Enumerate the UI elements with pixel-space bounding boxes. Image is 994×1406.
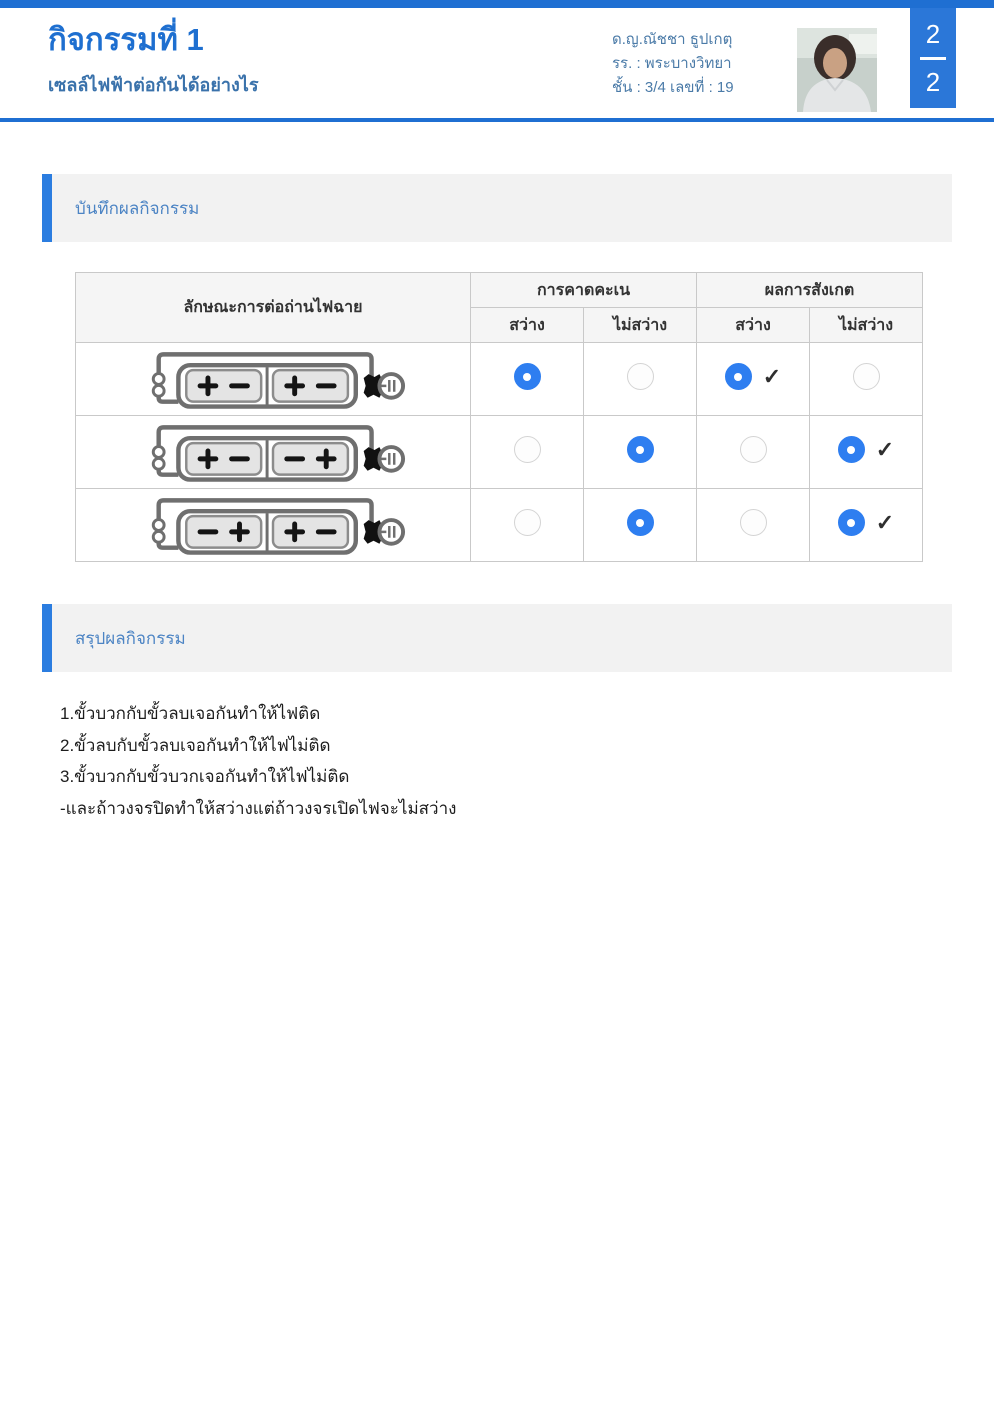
section-accent-bar <box>42 174 52 242</box>
radio-selected[interactable] <box>627 436 654 463</box>
page-number-total: 2 <box>925 66 941 97</box>
table-row <box>76 489 923 562</box>
battery-cell <box>186 370 261 402</box>
table-header-row-groups <box>76 273 923 308</box>
summary-line: 3.ขั้วบวกกับขั้วบวกเจอกันทำให้ไฟไม่ติด <box>60 767 350 786</box>
summary-lines <box>60 698 994 824</box>
check-icon: ✓ <box>762 363 782 389</box>
table-row <box>76 416 923 489</box>
battery-cell <box>273 516 348 548</box>
answer-cell <box>810 489 923 562</box>
column-header-diagram: ลักษณะการต่อถ่านไฟฉาย <box>76 273 471 343</box>
answer-cell <box>697 343 810 416</box>
page-subtitle: เซลล์ไฟฟ้าต่อกันได้อย่างไร <box>48 75 259 96</box>
student-photo-image <box>797 28 877 112</box>
answer-cell <box>697 416 810 489</box>
section-title-record: บันทึกผลกิจกรรม <box>75 198 200 218</box>
battery-cell <box>273 370 348 402</box>
section-record-header <box>42 174 952 242</box>
answer-cell <box>471 416 584 489</box>
column-header-prediction: การคาดคะเน <box>471 273 697 308</box>
column-header-prediction-not-bright: ไม่สว่าง <box>584 308 697 343</box>
wire-connector <box>153 385 164 396</box>
results-table <box>75 272 923 562</box>
column-header-observation-not-bright: ไม่สว่าง <box>810 308 923 343</box>
page-indicator-divider <box>920 57 946 60</box>
summary-line: -และถ้าวงจรปิดทำให้สว่างแต่ถ้าวงจรเปิดไฟจะไม่สว่าง <box>60 798 457 818</box>
page-title: กิจกรรมที่ 1 <box>48 22 204 57</box>
wire-connector <box>153 447 164 458</box>
answer-cell <box>584 416 697 489</box>
wire-connector <box>153 520 164 531</box>
column-header-observation: ผลการสังเกต <box>697 273 923 308</box>
summary-line: 2.ขั้วลบกับขั้วลบเจอกันทำให้ไฟไม่ติด <box>60 735 331 755</box>
radio-unselected[interactable] <box>514 509 541 536</box>
circuit-diagram <box>137 494 409 556</box>
header-title-block <box>48 20 259 99</box>
table-row <box>76 343 923 416</box>
radio-unselected[interactable] <box>853 363 880 390</box>
circuit-diagram <box>137 421 409 483</box>
student-photo <box>797 28 877 112</box>
section-accent-bar <box>42 604 52 672</box>
radio-unselected[interactable] <box>627 363 654 390</box>
radio-selected[interactable] <box>514 363 541 390</box>
answer-cell <box>471 489 584 562</box>
battery-cell <box>186 516 261 548</box>
results-table-body <box>76 343 923 562</box>
section-title-summary: สรุปผลกิจกรรม <box>75 628 186 648</box>
wire-connector <box>153 531 164 542</box>
answer-cell <box>584 343 697 416</box>
page-number-current: 2 <box>925 18 941 49</box>
radio-selected[interactable] <box>725 363 752 390</box>
page-header <box>0 0 994 122</box>
radio-selected[interactable] <box>838 509 865 536</box>
circuit-diagram <box>137 348 409 410</box>
student-school: รร. : พระบางวิทยา <box>612 55 732 72</box>
answer-cell <box>810 416 923 489</box>
answer-cell <box>810 343 923 416</box>
answer-cell <box>697 489 810 562</box>
wire-connector <box>153 458 164 469</box>
column-header-prediction-bright: สว่าง <box>471 308 584 343</box>
check-icon: ✓ <box>875 509 895 535</box>
check-icon: ✓ <box>875 436 895 462</box>
radio-unselected[interactable] <box>514 436 541 463</box>
battery-arrangement-cell <box>76 343 471 416</box>
battery-cell <box>186 443 261 475</box>
battery-cell <box>273 443 348 475</box>
column-header-observation-bright: สว่าง <box>697 308 810 343</box>
summary-line: 1.ขั้วบวกกับขั้วลบเจอกันทำให้ไฟติด <box>60 704 321 723</box>
radio-selected[interactable] <box>838 436 865 463</box>
radio-selected[interactable] <box>627 509 654 536</box>
student-class: ชั้น : 3/4 เลขที่ : 19 <box>612 79 734 96</box>
answer-cell <box>471 343 584 416</box>
section-summary-header <box>42 604 952 672</box>
page-indicator <box>910 8 956 108</box>
radio-unselected[interactable] <box>740 509 767 536</box>
answer-cell <box>584 489 697 562</box>
battery-arrangement-cell <box>76 416 471 489</box>
student-name: ด.ญ.ณัชชา ธูปเกตุ <box>612 31 733 48</box>
battery-arrangement-cell <box>76 489 471 562</box>
radio-unselected[interactable] <box>740 436 767 463</box>
wire-connector <box>153 374 164 385</box>
student-info <box>612 28 734 100</box>
